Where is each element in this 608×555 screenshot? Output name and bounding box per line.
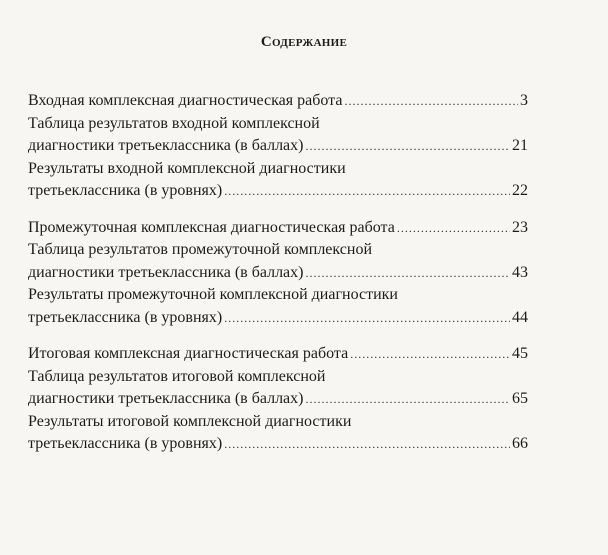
toc-entry-text: Таблица результатов итоговой комплексной xyxy=(28,367,326,385)
toc-entry[interactable] xyxy=(28,284,528,329)
toc-entry[interactable] xyxy=(28,411,528,456)
toc-entry-text: Таблица результатов промежуточной комплексной xyxy=(28,241,372,258)
leader-dots xyxy=(305,262,510,285)
leader-dots xyxy=(224,307,510,330)
toc-page-number: 3 xyxy=(520,92,528,109)
toc-entry[interactable] xyxy=(28,343,528,366)
leader-dots xyxy=(224,433,510,456)
toc-page-number: 23 xyxy=(512,218,528,236)
toc-entry-text: диагностики третьеклассника (в баллах) xyxy=(28,390,304,407)
toc-entry-text: Итоговая комплексная диагностическая работа xyxy=(28,345,349,362)
toc-entry-text: диагностики третьеклассника (в баллах) xyxy=(28,137,304,154)
toc-entry[interactable] xyxy=(28,113,528,158)
toc-entry-text: третьеклассника (в уровнях) xyxy=(28,308,223,326)
toc-entry-text: диагностики третьеклассника (в баллах) xyxy=(28,263,304,281)
toc-page-number: 21 xyxy=(512,137,528,154)
table-of-contents xyxy=(28,90,528,470)
leader-dots xyxy=(350,343,510,366)
toc-entry-text: Результаты итоговой комплексной диагностики xyxy=(28,412,352,430)
toc-page-number: 22 xyxy=(512,182,528,199)
toc-page-number: 66 xyxy=(512,435,528,452)
leader-dots xyxy=(397,217,510,240)
toc-entry[interactable] xyxy=(28,217,528,240)
leader-dots xyxy=(224,180,510,203)
toc-entry-text: Промежуточная комплексная диагностическая работа xyxy=(28,218,395,236)
toc-page-number: 45 xyxy=(512,345,528,362)
toc-page-number: 44 xyxy=(512,308,528,326)
leader-dots xyxy=(344,90,518,113)
toc-entry-text: Таблица результатов входной комплексной xyxy=(28,114,320,132)
toc-entry-text: Результаты входной комплексной диагностики xyxy=(28,159,346,177)
toc-entry[interactable] xyxy=(28,90,528,113)
toc-entry[interactable] xyxy=(28,239,528,284)
page-title: Содержание xyxy=(260,34,348,50)
toc-entry[interactable] xyxy=(28,366,528,411)
toc-entry-text: третьеклассника (в уровнях) xyxy=(28,182,223,199)
toc-entry[interactable] xyxy=(28,158,528,203)
toc-group-intermediate xyxy=(28,217,528,330)
toc-entry-text: Входная комплексная диагностическая работа xyxy=(28,92,343,109)
toc-entry-text: третьеклассника (в уровнях) xyxy=(28,435,223,452)
toc-page-number: 43 xyxy=(512,263,528,281)
toc-entry-text: Результаты промежуточной комплексной диагностики xyxy=(28,286,398,303)
toc-group-final xyxy=(28,343,528,456)
toc-group-input xyxy=(28,90,528,203)
leader-dots xyxy=(305,388,510,411)
toc-page-number: 65 xyxy=(512,390,528,407)
leader-dots xyxy=(305,135,510,158)
